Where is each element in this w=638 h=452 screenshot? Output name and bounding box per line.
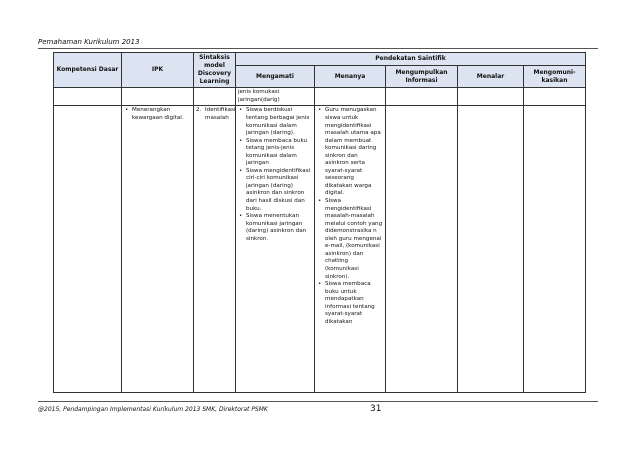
header-kompetensi-dasar: Kompetensi Dasar — [54, 53, 122, 88]
list-item: • Siswa mengidentifikasi masalah-masalah melalui contoh yang didemonstrasika n oleh guru mengenai e-mail, (komunikasi asinkron) dan chatting (komunikasi sinkron). — [325, 198, 383, 281]
cell-mengumpulkan — [386, 106, 458, 393]
list-item: • Siswa membaca buku tetang jenis-jenis komunikasi dalam jaringan — [246, 138, 312, 168]
cell-sintaksis — [194, 106, 236, 393]
cell-continued-mengamati: jenis komukasi jaringan(darig) — [236, 88, 315, 106]
cell-mengamati — [236, 106, 315, 393]
cell-menanya — [315, 106, 386, 393]
header-pendekatan-saintifik: Pendekatan Saintifik — [236, 53, 586, 66]
list-item: • Siswa berdiskusi tentang berbagai jenis komunikasi dalam jaringan (daring). — [246, 107, 312, 137]
cell-menalar — [458, 106, 524, 393]
table-row — [54, 88, 586, 106]
header-mengumpulkan: Mengumpulkan Informasi — [386, 65, 458, 87]
table-row — [54, 106, 586, 393]
cell-ipk — [122, 106, 194, 393]
list-item: • Menerangkan kewargaan digital. — [132, 107, 191, 122]
cell-kompetensi-dasar — [54, 106, 122, 393]
step-number: 2. — [196, 107, 202, 114]
header-sintaksis: Sintaksis model Discovery Learning — [194, 53, 236, 88]
header-menanya: Menanya — [315, 65, 386, 87]
page-number: 31 — [370, 404, 382, 414]
header-mengomunikasikan: Mengomuni-kasikan — [524, 65, 586, 87]
header-mengamati: Mengamati — [236, 65, 315, 87]
step-text: Identifikasi masalah — [205, 107, 236, 122]
page-footer: @2015, Pendampingan Implementasi Kurikulum 2013 SMK, Direktorat PSMK — [38, 406, 268, 413]
header-ipk: IPK — [122, 53, 194, 88]
cell-mengomunikasikan — [524, 106, 586, 393]
list-item: • Siswa mengidentifikasi ciri-ciri komunikasi jaringan (daring) asinkron dan sinkron dari hasil diskusi dan buku. — [246, 168, 312, 213]
page-header: Pemahaman Kurikulum 2013 — [38, 38, 140, 46]
list-item: • Guru menugaskan siswa untuk mengidentifikasi masalah utama apa dalam membuat komunikasi daring sinkron dan asinkron serta syarat-syarat seseorang dikatakan warga digital. — [325, 107, 383, 198]
header-menalar: Menalar — [458, 65, 524, 87]
list-item: • Siswa membaca buku untuk mendapatkan informasi tentang syarat-syarat dikatakan — [325, 281, 383, 326]
header-divider — [38, 48, 598, 49]
lesson-table — [53, 52, 586, 393]
list-item: • Siswa menentukan komunikasi jaringan (daring) asinkron dan sinkron. — [246, 213, 312, 243]
footer-divider — [38, 401, 598, 402]
